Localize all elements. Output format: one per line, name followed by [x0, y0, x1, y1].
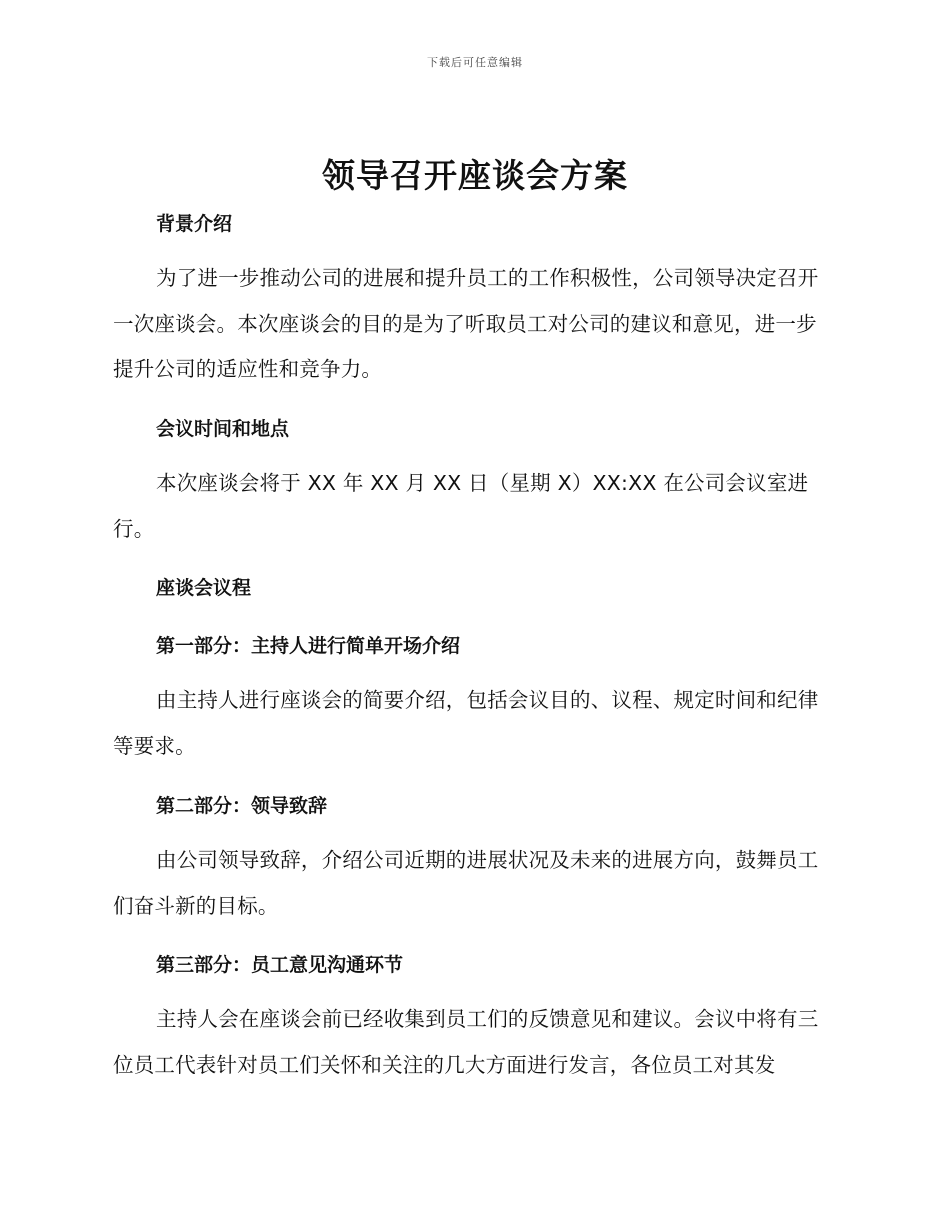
- paragraph-part-two: 由公司领导致辞，介绍公司近期的进展状况及未来的进展方向，鼓舞员工们奋斗新的目标。: [113, 848, 819, 918]
- paragraph-background: 为了进一步推动公司的进展和提升员工的工作积极性，公司领导决定召开一次座谈会。本次座谈会的目的是为了听取员工对公司的建议和意见，进一步提升公司的适应性和竞争力。: [113, 266, 819, 381]
- section-heading-agenda: 座谈会议程: [156, 577, 252, 599]
- section-heading-part-one: 第一部分：主持人进行简单开场介绍: [156, 635, 461, 657]
- section-heading-time-place: 会议时间和地点: [156, 418, 290, 440]
- document-title: 领导召开座谈会方案: [322, 156, 628, 195]
- header-note: 下载后可任意编辑: [427, 56, 523, 69]
- section-heading-background: 背景介绍: [156, 213, 233, 235]
- section-heading-part-two: 第二部分：领导致辞: [156, 795, 328, 817]
- paragraph-part-one: 由主持人进行座谈会的简要介绍，包括会议目的、议程、规定时间和纪律等要求。: [113, 688, 819, 758]
- paragraph-time-place: 本次座谈会将于 XX 年 XX 月 XX 日（星期 X）XX:XX 在公司会议室进行。: [113, 471, 809, 541]
- paragraph-part-three: 主持人会在座谈会前已经收集到员工们的反馈意见和建议。会议中将有三位员工代表针对员工们关怀和关注的几大方面进行发言，各位员工对其发: [113, 1007, 819, 1077]
- section-heading-part-three: 第三部分：员工意见沟通环节: [156, 954, 404, 976]
